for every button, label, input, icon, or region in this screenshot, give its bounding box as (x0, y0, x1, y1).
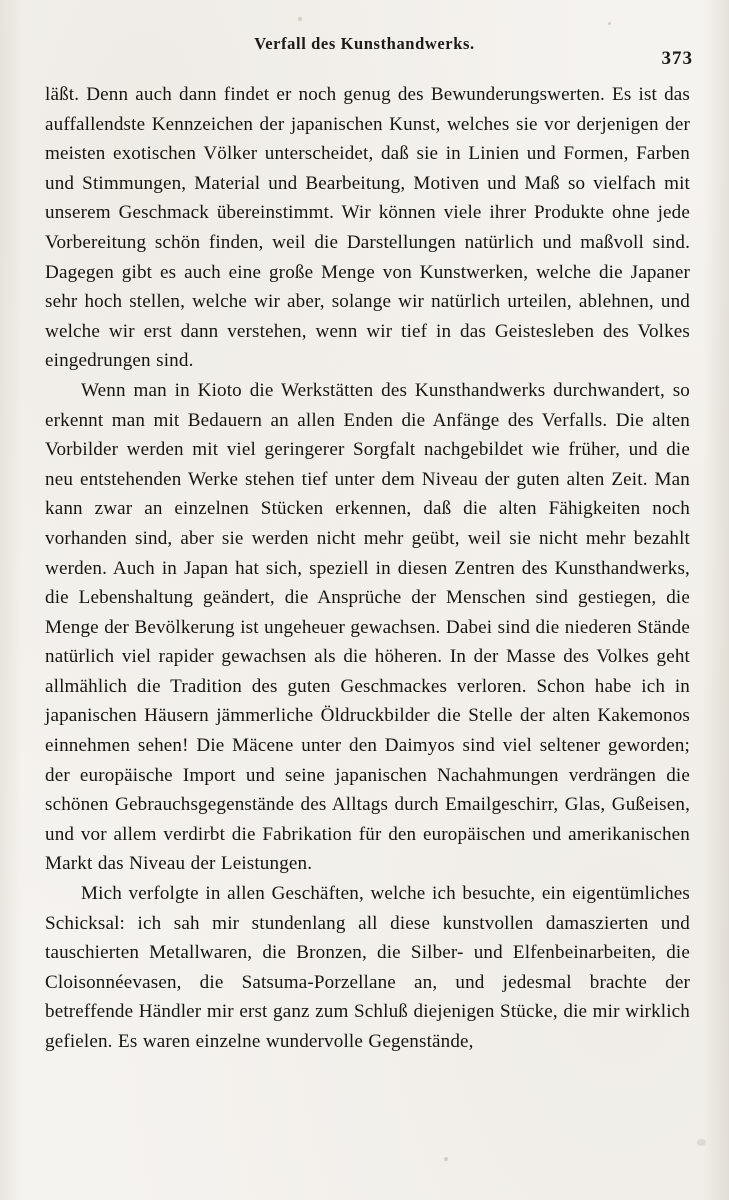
page-right-shading (703, 0, 729, 1200)
paper-speck (298, 17, 302, 21)
paragraph: läßt. Denn auch dann findet er noch genug des Bewunderungswerten. Es ist das auffallendste Kennzeichen der japanischen Kunst, welches sie vor derjenigen der meisten exotischen Völker unterscheidet, daß sie in Linien und Formen, Farben und Stimmungen, Material und Bearbeitung, Motiven und Maß so vielfach mit unserem Geschmack übereinstimmt. Wir können viele ihrer Produkte ohne jede Vorbereitung schön finden, weil die Darstellungen natürlich und maßvoll sind. Dagegen gibt es auch eine große Menge von Kunstwerken, welche die Japaner sehr hoch stellen, welche wir aber, solange wir natürlich urteilen, ablehnen, und welche wir erst dann verstehen, wenn wir tief in das Geistesleben des Volkes eingedrungen sind. (45, 84, 690, 372)
page-header (0, 34, 729, 69)
paragraph: Mich verfolgte in allen Geschäften, welche ich besuchte, ein eigentümliches Schicksal: ich sah mir stundenlang all diese kunstvollen damaszierten und tauschierten Metallwaren, die Bronzen, die Silber- und Elfenbeinarbeiten, die Cloisonnéevasen, die Satsuma-Porzellane an, und jedesmal brachte der betreffende Händler mir erst ganz zum Schluß diejenigen Stücke, die mir wirklich gefielen. Es waren einzelne wundervolle Gegenstände, (45, 883, 690, 1052)
paper-speck (444, 1157, 448, 1161)
page-number: 373 (661, 48, 693, 69)
page-left-shading (0, 0, 22, 1200)
paper-speck (697, 1139, 706, 1146)
paragraph: Wenn man in Kioto die Werkstätten des Kunsthandwerks durchwandert, so erkennt man mit Bedauern an allen Enden die Anfänge des Verfalls. Die alten Vorbilder werden mit viel geringerer Sorgfalt nachgebildet wie früher, und die neu entstehenden Werke stehen tief unter dem Niveau der guten alten Zeit. Man kann zwar an einzelnen Stücken erkennen, daß die alten Fähigkeiten noch vorhanden sind, aber sie werden nicht mehr geübt, weil sie nicht mehr bezahlt werden. Auch in Japan hat sich, speziell in diesen Zentren des Kunsthandwerks, die Lebenshaltung geändert, die Ansprüche der Menschen sind gestiegen, die Menge der Bevölkerung ist ungeheuer gewachsen. Dabei sind die niederen Stände natürlich viel rapider gewachsen als die höheren. In der Masse des Volkes geht allmählich die Tradition des guten Geschmackes verloren. Schon habe ich in japanischen Häusern jämmerliche Öldruckbilder die Stelle der alten Kakemonos einnehmen sehen! Die Mäcene unter den Daimyos sind viel seltener geworden; der europäische Import und seine japanischen Nachahmungen verdrängen die schönen Gebrauchsgegenstände des Alltags durch Emailgeschirr, Glas, Gußeisen, und vor allem verdirbt die Fabrikation für den europäischen und amerikanischen Markt das Niveau der Leistungen. (45, 379, 690, 875)
page-body (45, 80, 690, 1057)
paper-speck (608, 22, 611, 25)
running-head: Verfall des Kunsthandwerks. (254, 34, 475, 53)
